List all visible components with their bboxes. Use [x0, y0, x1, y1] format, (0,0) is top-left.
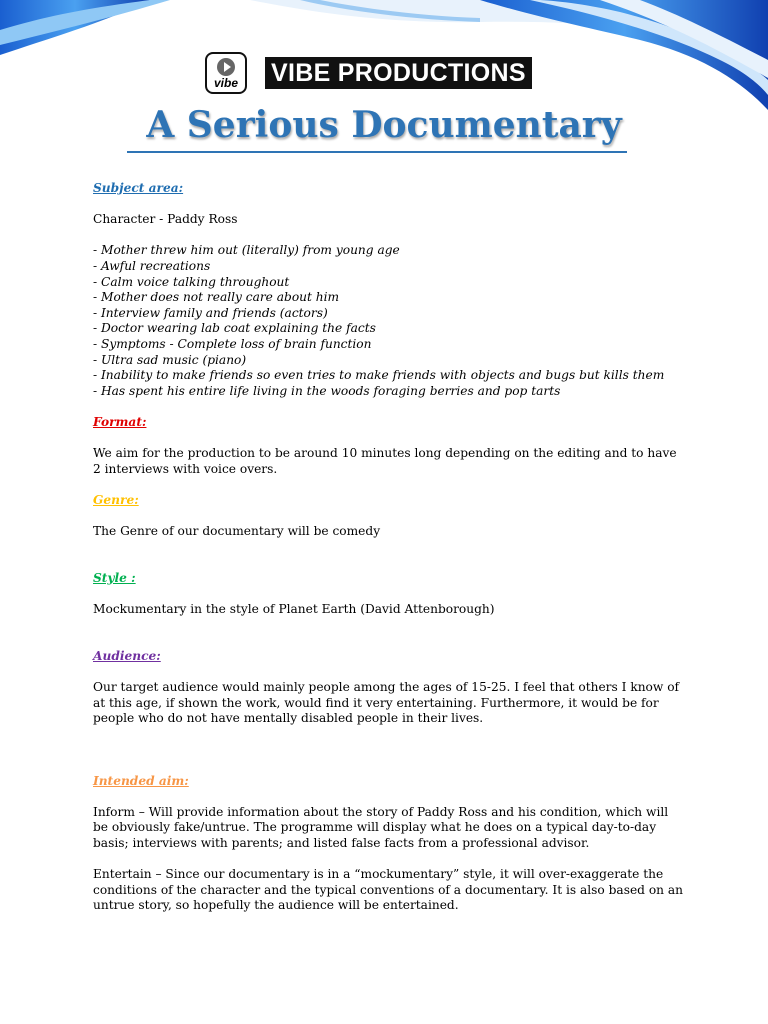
list-item: - Ultra sad music (piano) — [93, 352, 247, 367]
list-item: - Awful recreations — [93, 258, 211, 273]
list-item: - Interview family and friends (actors) — [93, 305, 328, 320]
subject-character: Character - Paddy Ross — [93, 212, 238, 227]
list-item: - Calm voice talking throughout — [93, 274, 290, 289]
list-item: - Mother does not really care about him — [93, 290, 340, 305]
audience-heading: Audience: — [93, 648, 161, 663]
vibe-logo-icon — [205, 52, 247, 94]
list-item: - Inability to make friends so even tries to make friends with objects and bugs but kills them — [93, 368, 665, 383]
list-item: - Doctor wearing lab coat explaining the facts — [93, 321, 376, 336]
audience-text: Our target audience would mainly people among the ages of 15-25. I feel that others I know of at this age, if shown the work, would find it very entertaining. Furthermore, it would be for people who do not have mentally disabled people in their lives. — [93, 680, 680, 726]
style-text: Mockumentary in the style of Planet Earth (David Attenborough) — [93, 602, 495, 617]
list-item: - Symptoms - Complete loss of brain function — [93, 336, 372, 351]
list-item: - Mother threw him out (literally) from young age — [93, 243, 400, 258]
document-title: A Serious Documentary — [146, 104, 622, 146]
document-body — [93, 181, 683, 914]
brand-name: VIBE PRODUCTIONS — [265, 57, 532, 89]
brand-logo — [205, 52, 532, 94]
genre-text: The Genre of our documentary will be comedy — [93, 524, 381, 539]
list-item: - Has spent his entire life living in the woods foraging berries and pop tarts — [93, 383, 561, 398]
aim-entertain-text: Entertain – Since our documentary is in a “mockumentary” style, it will over-exaggerate the conditions of the character and the typical conventions of a documentary. It is also based on an untrue story, so hopefully the audience will be entertained. — [93, 867, 684, 913]
subject-heading: Subject area: — [93, 181, 184, 195]
aim-heading: Intended aim: — [93, 773, 189, 788]
aim-inform-text: Inform – Will provide information about the story of Paddy Ross and his condition, which will be obviously fake/untrue. The programme will display what he does on a typical day-to-day basis; interviews with parents; and listed false facts from a professional advisor. — [93, 804, 669, 850]
style-heading: Style : — [93, 570, 136, 585]
genre-heading: Genre: — [93, 492, 139, 507]
title-underline — [127, 151, 627, 153]
subject-bullet-list — [93, 243, 683, 399]
format-text: We aim for the production to be around 10 minutes long depending on the editing and to have 2 interviews with voice overs. — [93, 446, 677, 476]
logo-icon-text: vibe — [213, 75, 238, 90]
format-heading: Format: — [93, 414, 147, 429]
play-icon — [217, 58, 235, 76]
